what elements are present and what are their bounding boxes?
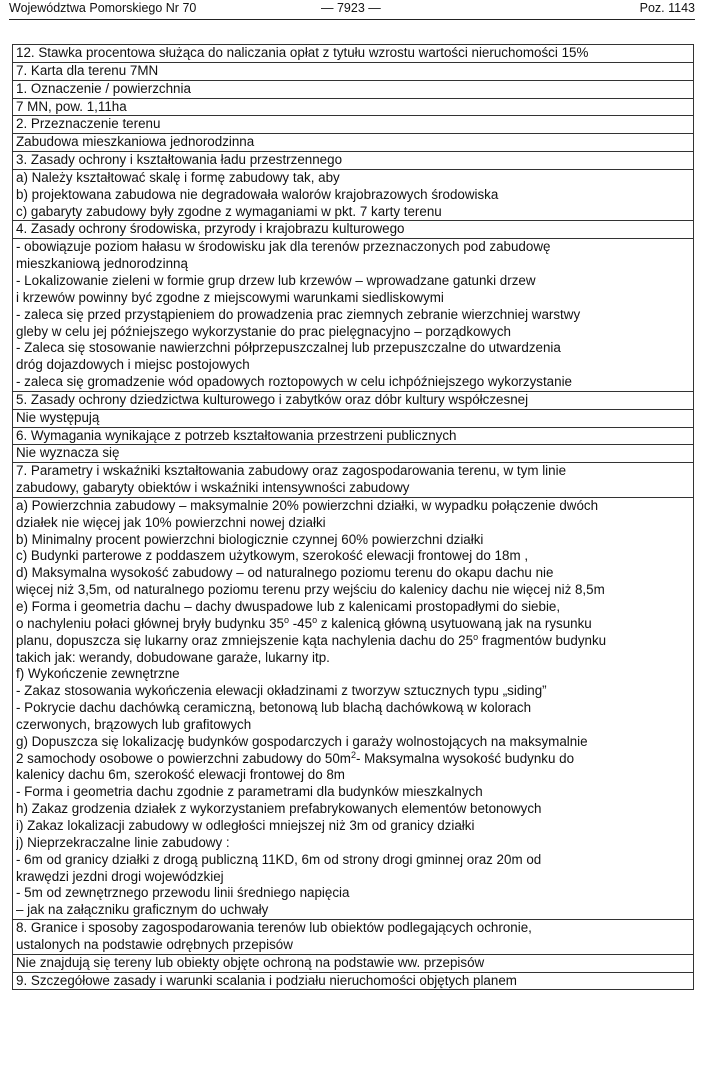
- line-text: [16, 392, 528, 409]
- line-text: [16, 835, 230, 852]
- table-row: [13, 99, 693, 117]
- table-row: [13, 239, 693, 392]
- line-text: [16, 116, 160, 133]
- line-text: [16, 374, 572, 391]
- table-row: [13, 392, 693, 410]
- line-text: [16, 548, 528, 565]
- text-line: [16, 152, 690, 169]
- text-line: [16, 973, 690, 990]
- text-run: Zabudowa mieszkaniowa jednorodzinna: [16, 134, 255, 150]
- text-run: 2. Przeznaczenie terenu: [16, 116, 161, 132]
- text-line: [16, 374, 690, 391]
- text-run: Nie występują: [16, 409, 100, 425]
- plan-card-table: [12, 44, 694, 990]
- text-run: j) Nieprzekraczalne linie zabudowy :: [16, 834, 230, 850]
- page-number: — 7923 —: [321, 1, 381, 15]
- text-run: b) Minimalny procent powierzchni biologicznie czynnej 60% powierzchni działki: [16, 531, 484, 547]
- text-run: - Zaleca się stosowanie nawierzchni półprzepuszczalnej lub przepuszczalne do utwardzenia: [16, 340, 561, 356]
- text-line: [16, 221, 690, 238]
- text-line: [16, 357, 690, 374]
- text-run: a) Powierzchnia zabudowy – maksymalnie 20% powierzchni działki, w wypadku połączenie dwóch: [16, 497, 599, 513]
- table-row: [13, 973, 693, 991]
- table-row: [13, 63, 693, 81]
- table-row: [13, 134, 693, 152]
- line-text: [16, 221, 405, 238]
- text-run: zabudowy, gabaryty obiektów i wskaźniki intensywności zabudowy: [16, 480, 410, 496]
- table-row: [13, 221, 693, 239]
- line-text: [16, 937, 293, 954]
- table-row: [13, 170, 693, 222]
- text-line: [16, 116, 690, 133]
- text-line: [16, 869, 690, 886]
- line-text: [16, 445, 119, 462]
- line-text: [16, 45, 588, 62]
- text-line: [16, 955, 690, 972]
- text-run: dróg dojazdowych i miejsc postojowych: [16, 357, 250, 373]
- text-line: [16, 99, 690, 116]
- table-row: [13, 955, 693, 973]
- line-text: [16, 751, 574, 768]
- text-run: - Lokalizowanie zieleni w formie grup drzew lub krzewów – wprowadzane gatunki drzew: [16, 272, 536, 288]
- table-row: [13, 428, 693, 446]
- table-row: [13, 463, 693, 498]
- line-text: [16, 599, 560, 616]
- line-text: [16, 955, 484, 972]
- line-text: [16, 273, 536, 290]
- text-line: [16, 340, 690, 357]
- line-text: [16, 290, 444, 307]
- text-run: c) Budynki parterowe z poddaszem użytkowym, szerokość elewacji frontowej do 18m ,: [16, 548, 529, 564]
- line-text: [16, 324, 511, 341]
- text-run: 7 MN, pow. 1,11ha: [16, 98, 127, 114]
- line-text: [16, 616, 592, 633]
- line-text: [16, 920, 532, 937]
- text-run: i) Zakaz lokalizacji zabudowy w odległości mniejszej niż 3m od granicy działki: [16, 817, 475, 833]
- text-run: - 6m od granicy działki z drogą publiczną 11KD, 6m od strony drogi gminnej oraz 20m od: [16, 851, 542, 867]
- text-line: [16, 410, 690, 427]
- text-run: 5. Zasady ochrony dziedzictwa kulturowego i zabytków oraz dóbr kultury współczesnej: [16, 391, 529, 407]
- text-run: – jak na załączniku graficznym do uchwały: [16, 902, 269, 918]
- text-line: [16, 666, 690, 683]
- text-run: - zaleca się gromadzenie wód opadowych roztopowych w celu ichpóźniejszego wykorzystanie: [16, 374, 572, 390]
- text-line: [16, 920, 690, 937]
- line-text: [16, 256, 188, 273]
- text-line: [16, 937, 690, 954]
- line-text: [16, 410, 99, 427]
- text-line: [16, 650, 690, 667]
- table-row: [13, 498, 693, 920]
- text-line: [16, 63, 690, 80]
- line-text: [16, 633, 606, 650]
- text-line: [16, 187, 690, 204]
- line-text: [16, 650, 330, 667]
- page-header: [9, 0, 695, 20]
- text-line: [16, 134, 690, 151]
- text-line: [16, 480, 690, 497]
- line-text: [16, 885, 349, 902]
- text-run: - Maksymalna wysokość budynku do: [355, 750, 575, 766]
- text-line: [16, 902, 690, 919]
- line-text: [16, 700, 531, 717]
- text-run: 6. Wymagania wynikające z potrzeb kształtowania przestrzeni publicznych: [16, 427, 457, 443]
- line-text: [16, 498, 598, 515]
- text-line: [16, 885, 690, 902]
- line-text: [16, 515, 326, 532]
- text-run: i krzewów powinny być zgodne z miejscowymi warunkami siedliskowymi: [16, 289, 444, 305]
- text-run: h) Zakaz grodzenia działek z wykorzystaniem prefabrykowanych elementów betonowych: [16, 801, 542, 817]
- line-text: [16, 902, 268, 919]
- line-text: [16, 480, 409, 497]
- superscript: o: [312, 615, 318, 625]
- text-run: fragmentów budynku: [478, 632, 607, 648]
- line-text: [16, 99, 127, 116]
- line-text: [16, 801, 541, 818]
- text-run: 3. Zasady ochrony i kształtowania ładu przestrzennego: [16, 152, 343, 168]
- line-text: [16, 666, 180, 683]
- text-run: kalenicy dachu 6m, szerokość elewacji frontowej do 8m: [16, 767, 345, 783]
- text-run: krawędzi jezdni drogi wojewódzkiej: [16, 868, 224, 884]
- line-text: [16, 852, 541, 869]
- text-run: c) gabaryty zabudowy były zgodne z wymaganiami w pkt. 7 karty terenu: [16, 203, 442, 219]
- text-run: Nie wyznacza się: [16, 445, 120, 461]
- line-text: [16, 973, 517, 990]
- text-line: [16, 273, 690, 290]
- table-row: [13, 445, 693, 463]
- line-text: [16, 717, 251, 734]
- text-line: [16, 700, 690, 717]
- text-line: [16, 239, 690, 256]
- text-run: z kalenicą główną usytuowaną jak na rysunku: [317, 615, 592, 631]
- text-run: mieszkaniową jednorodzinną: [16, 256, 188, 272]
- line-text: [16, 683, 547, 700]
- line-text: [16, 134, 254, 151]
- line-text: [16, 81, 191, 98]
- line-text: [16, 340, 561, 357]
- journal-title: Województwa Pomorskiego Nr 70: [9, 1, 197, 15]
- text-line: [16, 683, 690, 700]
- table-row: [13, 410, 693, 428]
- text-line: [16, 801, 690, 818]
- text-line: [16, 81, 690, 98]
- text-line: [16, 751, 690, 768]
- table-row: [13, 152, 693, 170]
- text-run: - zaleca się przed przystąpieniem do prowadzenia prac ziemnych zebranie wierzchniej warstwy: [16, 306, 581, 322]
- line-text: [16, 152, 342, 169]
- text-run: działek nie więcej jak 10% powierzchni nowej działki: [16, 514, 326, 530]
- text-line: [16, 445, 690, 462]
- text-run: - Pokrycie dachu dachówką ceramiczną, betonową lub blachą dachówkową w kolorach: [16, 700, 532, 716]
- text-run: 4. Zasady ochrony środowiska, przyrody i krajobrazu kulturowego: [16, 221, 405, 237]
- position-number: Poz. 1143: [639, 1, 695, 15]
- text-run: Nie znajdują się tereny lub obiekty objęte ochroną na podstawie ww. przepisów: [16, 954, 485, 970]
- text-run: g) Dopuszcza się lokalizację budynków gospodarczych i garaży wolnostojących na maksymalnie: [16, 733, 588, 749]
- text-run: 12. Stawka procentowa służąca do naliczania opłat z tytułu wzrostu wartości nieruchomości 15%: [16, 45, 589, 60]
- text-line: [16, 45, 690, 62]
- text-run: - 5m od zewnętrznego przewodu linii średniego napięcia: [16, 885, 350, 901]
- line-text: [16, 767, 345, 784]
- text-line: [16, 498, 690, 515]
- line-text: [16, 170, 340, 187]
- text-run: - Forma i geometria dachu zgodnie z parametrami dla budynków mieszkalnych: [16, 784, 483, 800]
- text-line: [16, 784, 690, 801]
- text-run: czerwonych, brązowych lub grafitowych: [16, 716, 252, 732]
- text-line: [16, 204, 690, 221]
- text-run: f) Wykończenie zewnętrzne: [16, 666, 180, 682]
- line-text: [16, 463, 566, 480]
- text-run: 9. Szczegółowe zasady i warunki scalania i podziału nieruchomości objętych planem: [16, 972, 517, 988]
- line-text: [16, 532, 483, 549]
- text-line: [16, 324, 690, 341]
- table-row: [13, 116, 693, 134]
- line-text: [16, 307, 580, 324]
- line-text: [16, 428, 457, 445]
- text-run: 8. Granice i sposoby zagospodarowania terenów lub obiektów podlegających ochronie,: [16, 920, 532, 936]
- table-row: [13, 81, 693, 99]
- text-line: [16, 170, 690, 187]
- line-text: [16, 869, 224, 886]
- text-line: [16, 616, 690, 633]
- text-run: e) Forma i geometria dachu – dachy dwuspadowe lub z kalenicami prostopadłymi do siebie,: [16, 599, 561, 614]
- text-run: - obowiązuje poziom hałasu w środowisku jak dla terenów przeznaczonych pod zabudowę: [16, 239, 551, 255]
- line-text: [16, 204, 442, 221]
- text-run: - Zakaz stosowania wykończenia elewacji okładzinami z tworzyw sztucznych typu „siding”: [16, 683, 547, 699]
- text-run: 1. Oznaczenie / powierzchnia: [16, 80, 191, 96]
- line-text: [16, 357, 250, 374]
- text-run: b) projektowana zabudowa nie degradowała walorów krajobrazowych środowiska: [16, 186, 499, 202]
- text-run: 7. Parametry i wskaźniki kształtowania zabudowy oraz zagospodarowania terenu, w tym linie: [16, 463, 567, 479]
- text-run: a) Należy kształtować skalę i formę zabudowy tak, aby: [16, 169, 340, 185]
- line-text: [16, 565, 553, 582]
- text-line: [16, 392, 690, 409]
- superscript: o: [473, 632, 479, 642]
- text-run: o nachyleniu połaci głównej bryły budynku 35: [16, 615, 284, 631]
- text-run: 7. Karta dla terenu 7MN: [16, 62, 159, 78]
- text-line: [16, 599, 690, 616]
- line-text: [16, 784, 483, 801]
- text-run: d) Maksymalna wysokość zabudowy – od naturalnego poziomu terenu do okapu dachu nie: [16, 565, 554, 581]
- text-line: [16, 818, 690, 835]
- text-run: gleby w celu jej późniejszego wykorzystanie do prac pielęgnacyjno – porządkowych: [16, 323, 511, 339]
- line-text: [16, 239, 550, 256]
- line-text: [16, 63, 158, 80]
- line-text: [16, 734, 588, 751]
- text-run: planu, dopuszcza się lukarny oraz zmniejszenie kąta nachylenia dachu do 25: [16, 632, 474, 648]
- superscript: o: [283, 615, 289, 625]
- table-row: [13, 45, 693, 63]
- text-line: [16, 767, 690, 784]
- text-line: [16, 633, 690, 650]
- text-line: [16, 852, 690, 869]
- text-line: [16, 290, 690, 307]
- superscript: 2: [350, 750, 356, 760]
- line-text: [16, 187, 498, 204]
- text-line: [16, 734, 690, 751]
- text-line: [16, 717, 690, 734]
- text-line: [16, 582, 690, 599]
- text-run: więcej niż 3,5m, od naturalnego poziomu terenu przy wejściu do kalenicy dachu nie więcej niż 8,5m: [16, 582, 605, 598]
- table-row: [13, 920, 693, 955]
- text-line: [16, 548, 690, 565]
- text-run: ustalonych na podstawie odrębnych przepisów: [16, 936, 293, 952]
- text-line: [16, 463, 690, 480]
- text-line: [16, 428, 690, 445]
- text-run: takich jak: werandy, dobudowane garaże, lukarny itp.: [16, 649, 330, 665]
- text-line: [16, 835, 690, 852]
- text-line: [16, 307, 690, 324]
- text-line: [16, 256, 690, 273]
- text-line: [16, 515, 690, 532]
- text-line: [16, 532, 690, 549]
- line-text: [16, 582, 605, 599]
- text-run: -45: [289, 615, 313, 631]
- text-line: [16, 565, 690, 582]
- line-text: [16, 818, 474, 835]
- text-run: 2 samochody osobowe o powierzchni zabudowy do 50m: [16, 750, 351, 766]
